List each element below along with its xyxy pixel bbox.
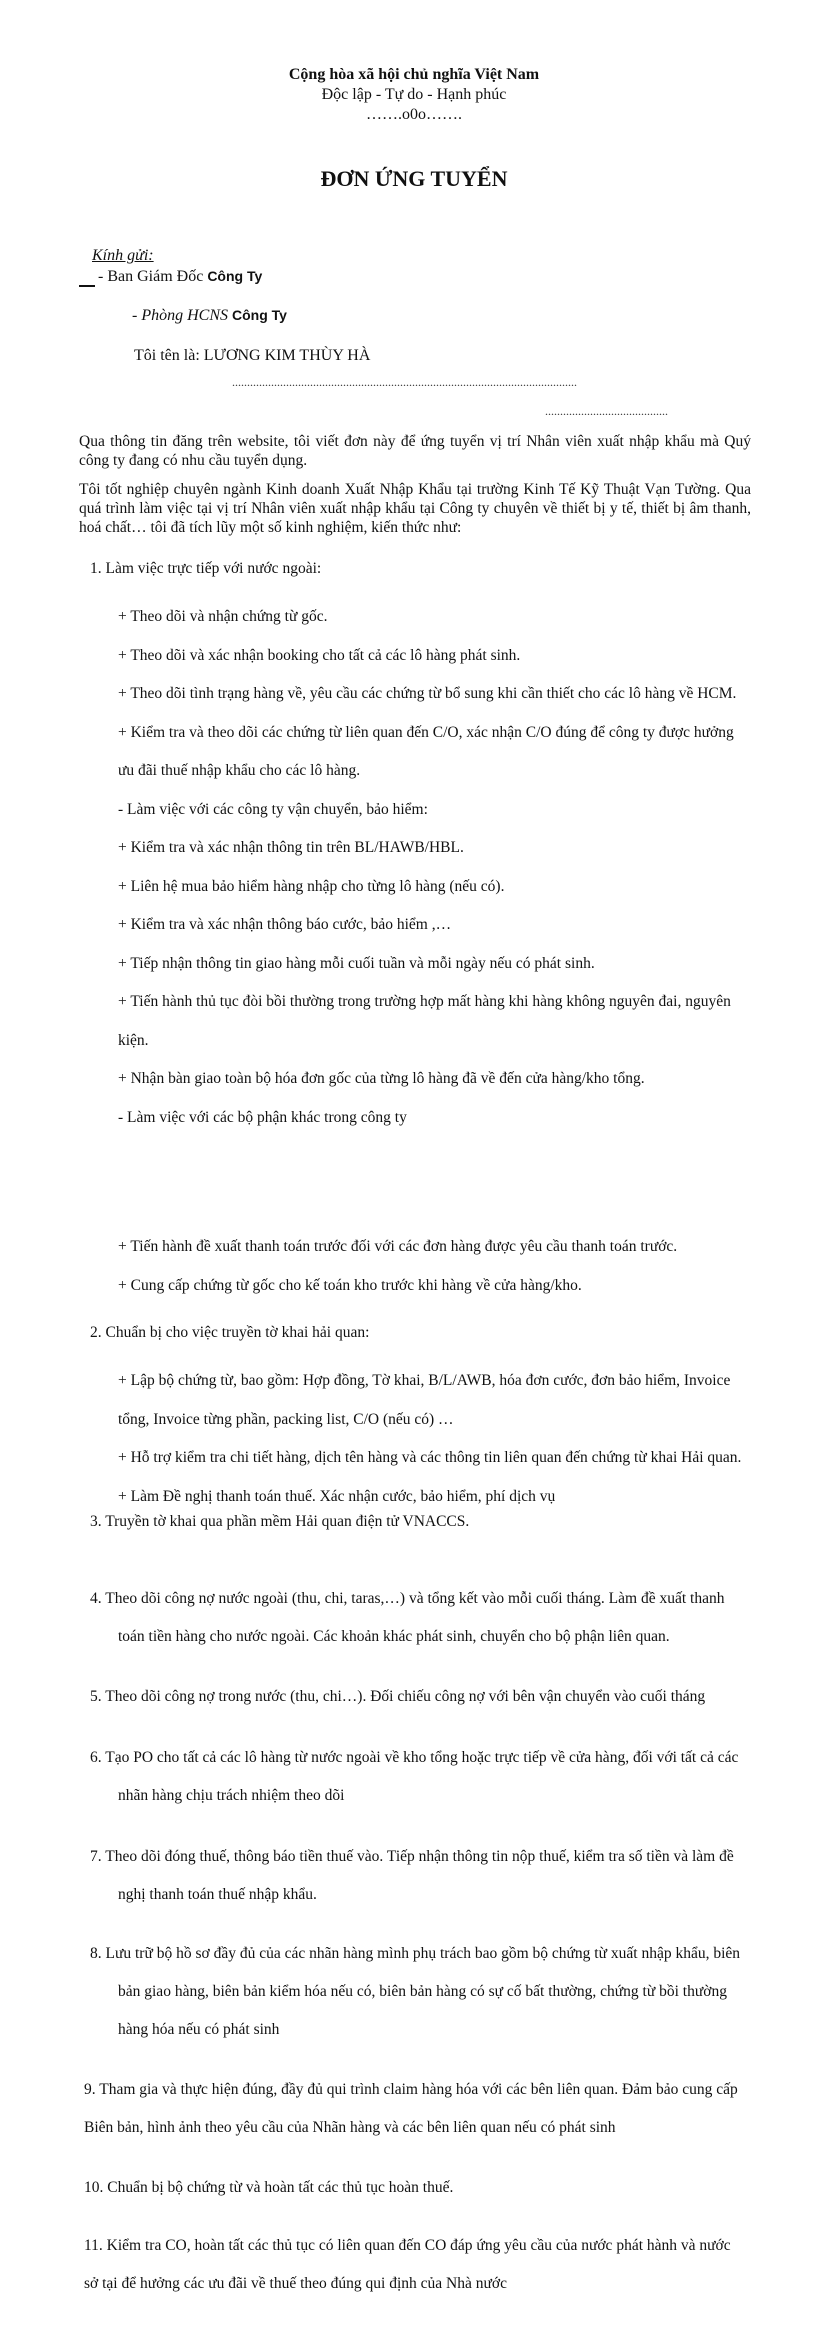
dotted-line-1: ................................................................................................................... (232, 375, 577, 389)
section-1-list-continued (118, 1228, 677, 1305)
list-item: kiện. (118, 1031, 149, 1049)
list-item: + Làm Đề nghị thanh toán thuế. Xác nhận cước, bảo hiểm, phí dịch vụ (118, 1487, 556, 1505)
list-item: + Nhận bàn giao toàn bộ hóa đơn gốc của từng lô hàng đã về đến cửa hàng/kho tổng. (118, 1070, 645, 1087)
list-item: tổng, Invoice từng phần, packing list, C/O (nếu có) … (118, 1410, 454, 1428)
header-divider: …….o0o……. (366, 106, 462, 123)
intro-paragraph-2: Tôi tốt nghiệp chuyên ngành Kinh doanh Xuất Nhập Khẩu tại trường Kinh Tế Kỹ Thuật Vạn Tường. Qua quá trình làm việc tại vị trí Nhân viên xuất nhập khẩu tại Công ty chuyên về thiết bị y tế, thiết bị âm thanh, hoá chất… tôi đã tích lũy một số kinh nghiệm, kiến thức như: (79, 481, 751, 536)
list-item: + Liên hệ mua bảo hiểm hàng nhập cho từng lô hàng (nếu có). (118, 877, 505, 895)
list-item: + Lập bộ chứng từ, bao gồm: Hợp đồng, Tờ khai, B/L/AWB, hóa đơn cước, đơn bảo hiểm, Invoice (118, 1372, 731, 1389)
recipient-hr-company: Công Ty (232, 307, 287, 323)
recipient-hr-prefix: - Phòng HCNS (132, 307, 228, 324)
document-title: ĐƠN ỨNG TUYỂN (320, 166, 508, 191)
section-1-list (118, 598, 736, 1137)
list-item: + Tiến hành đề xuất thanh toán trước đối với các đơn hàng được yêu cầu thanh toán trước. (118, 1238, 678, 1255)
section-8-line-1: 8. Lưu trữ bộ hồ sơ đầy đủ của các nhãn hàng mình phụ trách bao gồm bộ chứng từ xuất nhập khẩu, biên (90, 1945, 741, 1962)
national-motto: Độc lập - Tự do - Hạnh phúc (321, 86, 507, 103)
list-item: + Hỗ trợ kiểm tra chi tiết hàng, dịch tên hàng và các thông tin liên quan đến chứng từ khai Hải quan. (118, 1449, 742, 1466)
applicant-name: Tôi tên là: LƯƠNG KIM THÙY HÀ (134, 347, 371, 364)
list-item: + Cung cấp chứng từ gốc cho kế toán kho trước khi hàng về cửa hàng/kho. (118, 1276, 582, 1294)
salutation-label: Kính gửi: (92, 247, 154, 264)
list-item: - Làm việc với các công ty vận chuyển, bảo hiểm: (118, 800, 428, 818)
list-item: + Theo dõi và nhận chứng từ gốc. (118, 608, 328, 625)
section-8-line-2: bản giao hàng, biên bản kiểm hóa nếu có, biên bản hàng có sự cố bất thường, chứng từ bồi thường (118, 1983, 727, 2000)
section-6-line-1: 6. Tạo PO cho tất cả các lô hàng từ nước ngoài về kho tổng hoặc trực tiếp về cửa hàng, đối với tất cả các (90, 1749, 739, 1766)
list-item: ưu đãi thuế nhập khẩu cho các lô hàng. (118, 762, 361, 779)
dotted-line-2: ......................................... (545, 404, 668, 418)
section-11-line-2: sở tại để hưởng các ưu đãi về thuế theo đúng qui định của Nhà nước (84, 2275, 507, 2292)
section-4-line-1: 4. Theo dõi công nợ nước ngoài (thu, chi, taras,…) và tổng kết vào mỗi cuối tháng. Làm đề xuất thanh (90, 1590, 725, 1607)
section-10: 10. Chuẩn bị bộ chứng từ và hoàn tất các thủ tục hoàn thuế. (84, 2179, 454, 2196)
recipient-hr (132, 307, 287, 325)
list-item: + Kiểm tra và xác nhận thông tin trên BL/HAWB/HBL. (118, 839, 464, 856)
section-11-line-1: 11. Kiểm tra CO, hoàn tất các thủ tục có liên quan đến CO đáp ứng yêu cầu của nước phát hành và nước (84, 2237, 731, 2254)
section-4-line-2: toán tiền hàng cho nước ngoài. Các khoản khác phát sinh, chuyển cho bộ phận liên quan. (118, 1628, 670, 1645)
list-item: + Tiếp nhận thông tin giao hàng mỗi cuối tuần và mỗi ngày nếu có phát sinh. (118, 954, 595, 972)
recipient-board-prefix: - Ban Giám Đốc (98, 268, 204, 285)
recipient-marker (79, 285, 95, 287)
country-name: Cộng hòa xã hội chủ nghĩa Việt Nam (288, 66, 540, 83)
section-9-line-2: Biên bản, hình ảnh theo yêu cầu của Nhãn hàng và các bên liên quan nếu có phát sinh (84, 2119, 616, 2136)
section-7-line-1: 7. Theo dõi đóng thuế, thông báo tiền thuế vào. Tiếp nhận thông tin nộp thuế, kiểm tra số tiền và làm đề (90, 1848, 734, 1865)
list-item: + Kiểm tra và theo dõi các chứng từ liên quan đến C/O, xác nhận C/O đúng để công ty được hưởng (118, 723, 734, 741)
section-2-title: 2. Chuẩn bị cho việc truyền tờ khai hải quan: (90, 1324, 370, 1341)
section-8-line-3: hàng hóa nếu có phát sinh (118, 2021, 280, 2038)
section-9-line-1: 9. Tham gia và thực hiện đúng, đầy đủ qui trình claim hàng hóa với các bên liên quan. Đảm bảo cung cấp (84, 2081, 738, 2098)
list-item: + Theo dõi tình trạng hàng về, yêu cầu các chứng từ bổ sung khi cần thiết cho các lô hàng về HCM. (118, 685, 737, 702)
section-6-line-2: nhãn hàng chịu trách nhiệm theo dõi (118, 1787, 345, 1804)
list-item: + Theo dõi và xác nhận booking cho tất cả các lô hàng phát sinh. (118, 646, 521, 664)
intro-paragraph-1: Qua thông tin đăng trên website, tôi viết đơn này để ứng tuyển vị trí Nhân viên xuất nhập khẩu mà Quý công ty đang có nhu cầu tuyển dụng. (79, 433, 751, 469)
list-item: - Làm việc với các bộ phận khác trong công ty (118, 1108, 407, 1126)
section-5: 5. Theo dõi công nợ trong nước (thu, chi…). Đối chiếu công nợ với bên vận chuyển vào cuối tháng (90, 1688, 706, 1705)
list-item: + Tiến hành thủ tục đòi bồi thường trong trường hợp mất hàng khi hàng không nguyên đai, nguyên (118, 993, 731, 1010)
section-2-list (118, 1362, 741, 1516)
recipient-board (98, 268, 262, 286)
section-1-title: 1. Làm việc trực tiếp với nước ngoài: (90, 560, 322, 577)
section-3: 3. Truyền tờ khai qua phần mềm Hải quan điện tử VNACCS. (90, 1513, 470, 1530)
section-7-line-2: nghị thanh toán thuế nhập khẩu. (118, 1886, 317, 1903)
recipient-board-company: Công Ty (207, 268, 263, 284)
list-item: + Kiểm tra và xác nhận thông báo cước, bảo hiểm ,… (118, 916, 452, 933)
